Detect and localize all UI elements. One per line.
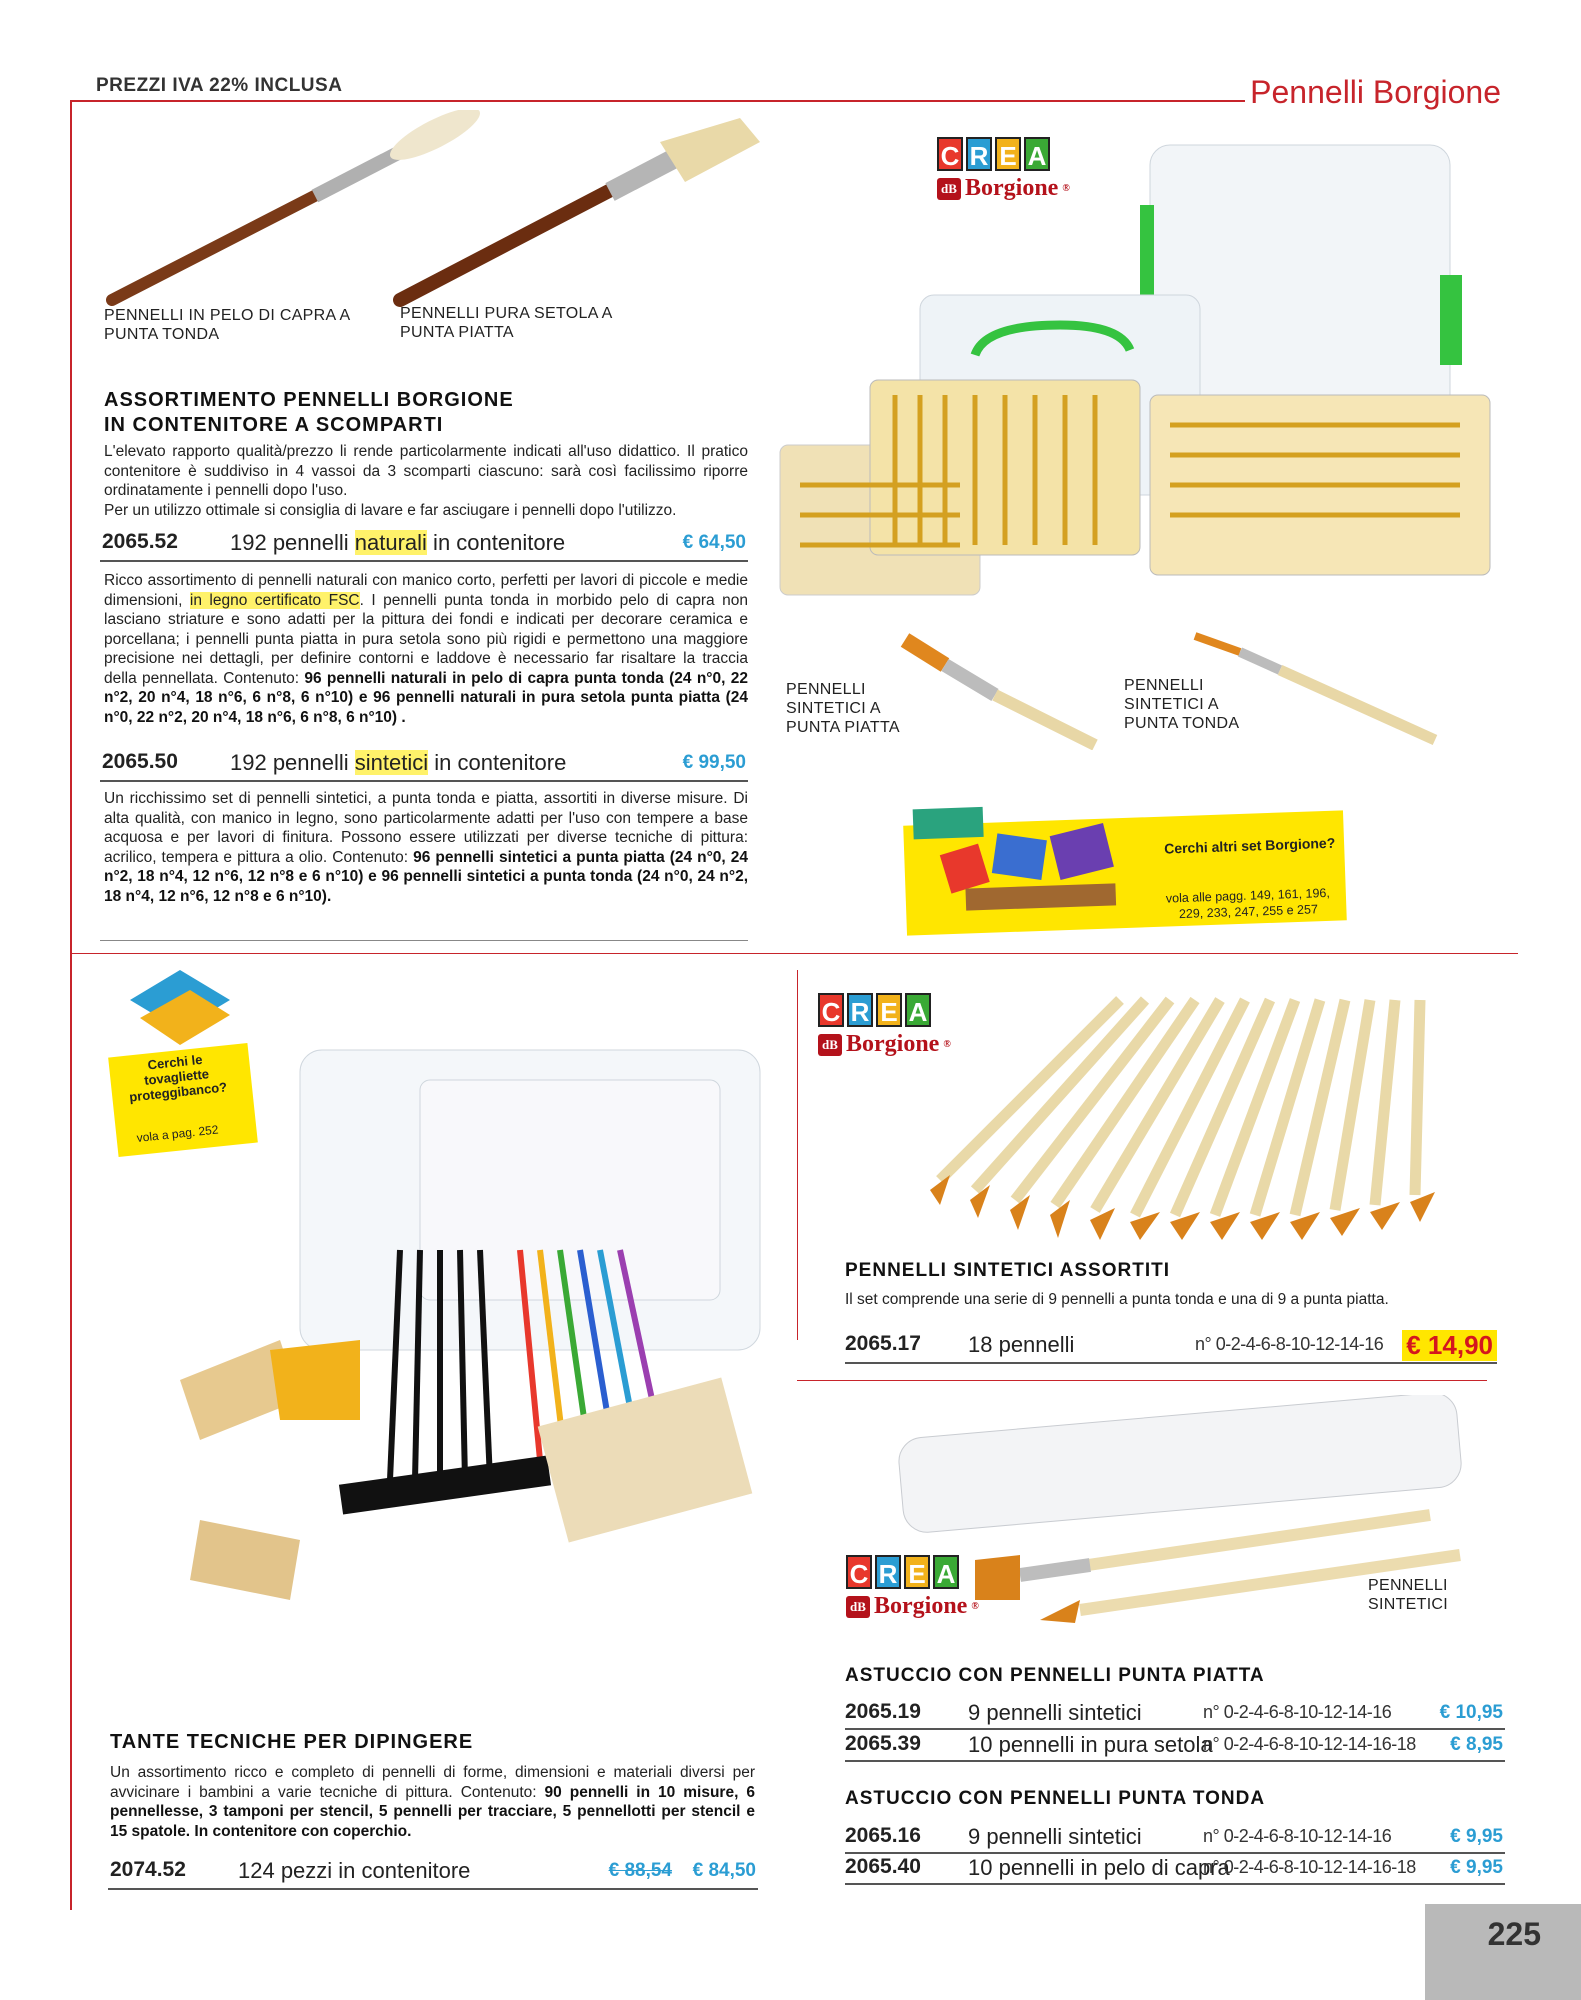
assortiti-title: PENNELLI SINTETICI ASSORTITI: [845, 1260, 1170, 1281]
product-price: € 10,95: [1439, 1702, 1503, 1723]
product-row-2074-52[interactable]: [108, 1858, 758, 1890]
product-price: € 64,50: [682, 532, 746, 553]
promo-mats-pages: vola a pag. 252: [135, 1122, 220, 1146]
vat-note: PREZZI IVA 22% INCLUSA: [96, 75, 343, 96]
product-desc: 9 pennelli sintetici: [968, 1824, 1142, 1849]
product-code: 2065.17: [845, 1332, 921, 1355]
promo-mats-question: Cerchi le tovagliette proteggibanco?: [128, 1051, 228, 1105]
product-desc: 192 pennelli sintetici in contenitore: [230, 750, 567, 775]
product-row-2065-19[interactable]: [845, 1700, 1505, 1730]
product-row-2065-17[interactable]: [845, 1332, 1497, 1364]
product-price: € 99,50: [682, 752, 746, 773]
section-title: Pennelli Borgione: [1250, 74, 1501, 110]
bristle-brush-image: [400, 118, 760, 300]
page-number-box: [1425, 1904, 1581, 2000]
product-code: 2065.19: [845, 1700, 921, 1723]
assortiti-description: Il set comprende una serie di 9 pennelli a punta tonda e una di 9 a punta piatta.: [845, 1291, 1389, 1308]
product-price: € 14,90: [1402, 1330, 1497, 1361]
product-row-2065-50[interactable]: [100, 750, 748, 782]
product-code: 2065.39: [845, 1732, 921, 1755]
promo-other-sets[interactable]: [903, 810, 1347, 935]
container-assortment-photo: [760, 125, 1520, 615]
product-price: € 8,95: [1450, 1734, 1503, 1755]
goat-brush-caption: PENNELLI IN PELO DI CAPRA A PUNTA TONDA: [104, 307, 350, 343]
painting-kit-photo: [100, 1000, 815, 1640]
mid-divider: [70, 953, 1518, 954]
product-sizes: n° 0-2-4-6-8-10-12-14-16: [1203, 1826, 1392, 1846]
brushes-photo: [100, 110, 770, 310]
product-code: 2074.52: [110, 1858, 186, 1881]
product-description-2065-50: Un ricchissimo set di pennelli sintetici, a punta tonda e piatta, assortiti in diverse misure. Di alta qualità, con manico in legno, sono particolarmente adatti per l'uso con tempere a base acquosa e per lavori di finitura. Possono essere utilizzati per diverse tecniche di pittura: acrilico, tempera e pittura a olio. Contenuto: 96 pennelli sintetici a punta piatta (24 n°0, 24 n°2, 18 n°4, 12 n°6, 12 n°8 e 6 n°10) e 96 pennelli sintetici a punta tonda (24 n°0, 24 n°2, 18 n°4, 12 n°6, 12 n°8 e 6 n°10).: [104, 790, 748, 905]
product-code: 2065.50: [102, 750, 178, 773]
product-row-2065-40[interactable]: [845, 1855, 1505, 1885]
crea-borgione-logo: C R E A dB Borgione ®: [818, 993, 951, 1058]
product-desc: 10 pennelli in pelo di capra: [968, 1855, 1230, 1880]
product-code: 2065.16: [845, 1824, 921, 1847]
product-row-2065-52[interactable]: [100, 530, 748, 562]
brush-trays: [780, 380, 1490, 595]
crea-borgione-logo: C R E A dB Borgione ®: [937, 137, 1070, 202]
goat-brush-image: [112, 110, 486, 300]
section-divider: [100, 940, 748, 941]
product-code: 2065.52: [102, 530, 178, 553]
product-sizes: n° 0-2-4-6-8-10-12-14-16: [1195, 1334, 1384, 1354]
promo-sets-question: Cerchi altri set Borgione?: [1163, 834, 1336, 857]
product-description-2065-52: Ricco assortimento di pennelli naturali con manico corto, perfetti per lavori di piccole e medie dimensioni, in legno certificato FSC. I pennelli punta tonda in morbido pelo di capra non lasciano striature e sono adatti per la pittura dei fondi e indicati per decorare ceramica e porcellana; i pennelli punta piatta in pura setola sono più rigidi e permettono una maggiore precisione nei dettagli, per definire contorni e laddove è necessario far risaltare la traccia della pennellata. Contenuto: 96 pennelli naturali in pelo di capra punta tonda (24 n°0, 22 n°2, 20 n°4, 18 n°6, 6 n°8, 6 n°10) e 96 pennelli naturali in pura setola punta piatta (24 n°0, 22 n°2, 20 n°4, 18 n°6, 6 n°8, 6 n°10) .: [104, 572, 748, 726]
product-desc: 9 pennelli sintetici: [968, 1700, 1142, 1725]
left-rule: [70, 100, 72, 1910]
product-price: € 9,95: [1450, 1826, 1503, 1847]
product-sizes: n° 0-2-4-6-8-10-12-14-16-18: [1203, 1734, 1416, 1754]
astuccio-piatta-title: ASTUCCIO CON PENNELLI PUNTA PIATTA: [845, 1665, 1265, 1686]
synthetic-round-caption: PENNELLI SINTETICI A PUNTA TONDA: [1124, 677, 1240, 732]
product-price: € 84,50: [692, 1860, 756, 1881]
astuccio-tonda-title: ASTUCCIO CON PENNELLI PUNTA TONDA: [845, 1788, 1266, 1809]
synthetic-flat-caption: PENNELLI SINTETICI A PUNTA PIATTA: [786, 681, 900, 736]
assortimento-intro: [104, 442, 748, 520]
assortimento-title-line2: IN CONTENITORE A SCOMPARTI: [104, 414, 444, 436]
product-desc: 192 pennelli naturali in contenitore: [230, 530, 566, 555]
assorted-brushes-fan-image: [920, 990, 1480, 1240]
product-sizes: n° 0-2-4-6-8-10-12-14-16: [1203, 1702, 1392, 1722]
header-rule: [70, 100, 1245, 102]
right-divider: [797, 1380, 1487, 1381]
product-sizes: n° 0-2-4-6-8-10-12-14-16-18: [1203, 1857, 1416, 1877]
crea-borgione-logo: C R E A dB Borgione ®: [846, 1555, 979, 1620]
product-code: 2065.40: [845, 1855, 921, 1878]
promo-sets-image: [902, 787, 1147, 935]
assortimento-title: [104, 388, 754, 438]
tecniche-description: Un assortimento ricco e completo di pennelli di forme, dimensioni e materiali diversi per avvicinare i bambini a varie tecniche di pittura. Contenuto: 90 pennelli in 10 misure, 6 pennellesse, 3 tamponi per stencil, 5 pennelli per tracciare, 5 pennellotti per stencil e 15 spatole. In contenitore con coperchio.: [110, 1764, 755, 1840]
product-price: € 9,95: [1450, 1857, 1503, 1878]
assortimento-intro-text: L'elevato rapporto qualità/prezzo li rende particolarmente indicati all'uso didattico. Il pratico contenitore è suddiviso in 4 vassoi da 3 scomparti ciascuno: sarà così facilissimo riporre ordinatamente i pennelli dopo l'uso.: [104, 443, 748, 499]
tecniche-title: TANTE TECNICHE PER DIPINGERE: [110, 1731, 474, 1753]
case-caption: PENNELLI SINTETICI: [1368, 1577, 1449, 1613]
product-desc: 124 pezzi in contenitore: [238, 1858, 471, 1883]
product-row-2065-16[interactable]: [845, 1824, 1505, 1854]
promo-sets-pages: vola alle pagg. 149, 161, 196, 229, 233, 247, 255 e 257: [1165, 885, 1331, 922]
product-desc: 10 pennelli in pura setola: [968, 1732, 1213, 1757]
bristle-brush-caption: PENNELLI PURA SETOLA A PUNTA PIATTA: [400, 305, 612, 341]
old-price: € 88,54: [608, 1860, 672, 1881]
assortimento-title-line1: ASSORTIMENTO PENNELLI BORGIONE: [104, 389, 514, 411]
product-row-2065-39[interactable]: [845, 1732, 1505, 1762]
assortimento-intro-note: Per un utilizzo ottimale si consiglia di lavare e far asciugare i pennelli dopo l'utilizzo.: [104, 501, 677, 519]
product-desc: 18 pennelli: [968, 1332, 1075, 1357]
page-number: 225: [1487, 1916, 1541, 1952]
